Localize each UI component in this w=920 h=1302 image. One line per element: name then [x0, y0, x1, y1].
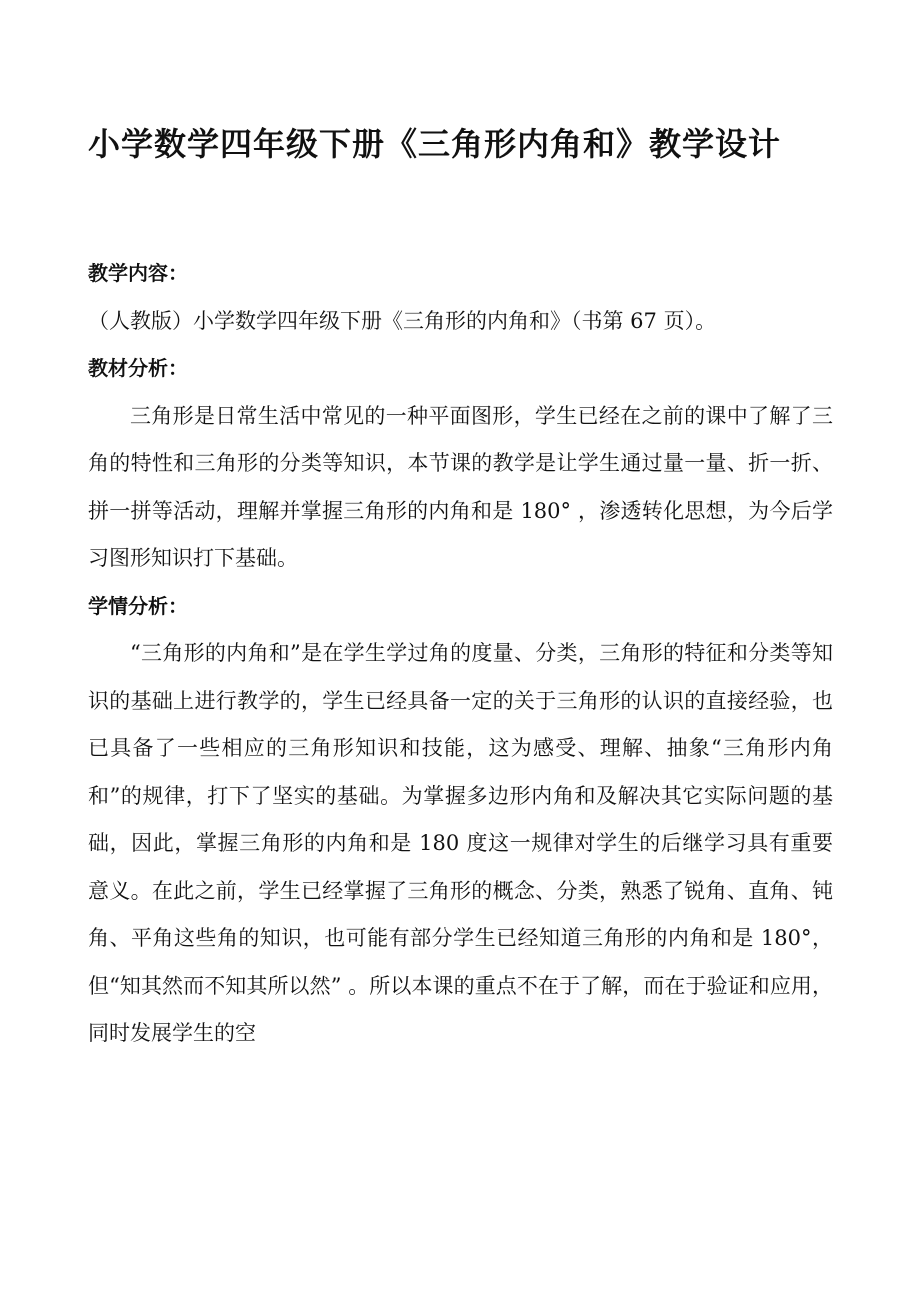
section-paragraph: 三角形是日常生活中常见的一种平面图形，学生已经在之前的课中了解了三角的特性和三角形的分类等知识，本节课的教学是让学生通过量一量、折一折、拼一拼等活动，理解并掌握三角形的内角和是 180° ，渗透转化思想，为今后学习图形知识打下基础。 — [88, 403, 833, 570]
section-heading: 教材分析： — [88, 356, 188, 380]
document-title: 小学数学四年级下册《三角形内角和》教学设计 — [88, 125, 782, 163]
section-heading: 教学内容： — [88, 261, 188, 285]
section-paragraph: “三角形的内角和”是在学生学过角的度量、分类，三角形的特征和分类等知识的基础上进行教学的，学生已经具备一定的关于三角形的认识的直接经验，也已具备了一些相应的三角形知识和技能，这为感受、理解、抽象“三角形内角和”的规律，打下了坚实的基础。为掌握多边形内角和及解决其它实际问题的基础，因此，掌握三角形的内角和是 180 度这一规律对学生的后继学习具有重要意义。在此之前，学生已经掌握了三角形的概念、分类，熟悉了锐角、直角、钝角、平角这些角的知识，也可能有部分学生已经知道三角形的内角和是 180°，但“知其然而不知其所以然” 。所以本课的重点不在于了解，而在于验证和应用，同时发展学生的空 — [88, 641, 833, 1045]
section-learner-analysis — [88, 583, 833, 1058]
document-body — [88, 250, 833, 1058]
section-teaching-content — [88, 250, 833, 345]
section-paragraph: （人教版）小学数学四年级下册《三角形的内角和》（书第 67 页）。 — [88, 308, 717, 333]
section-material-analysis — [88, 345, 833, 583]
section-heading: 学情分析： — [88, 593, 188, 618]
